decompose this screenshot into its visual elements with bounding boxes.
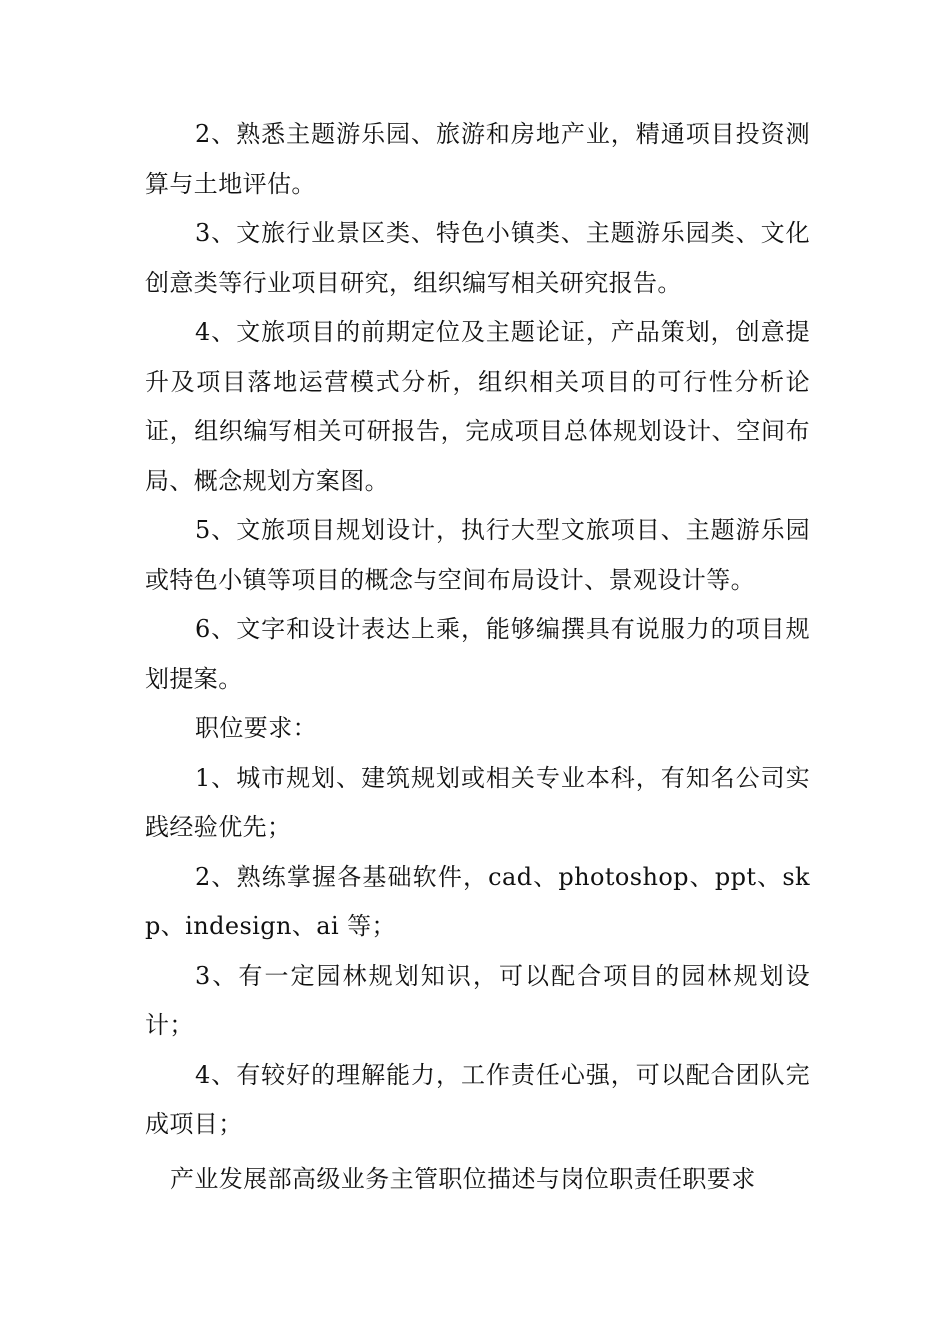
requirement-item-1: 1、城市规划、建筑规划或相关专业本科，有知名公司实践经验优先； [145, 763, 810, 841]
requirement-item-4: 4、有较好的理解能力，工作责任心强，可以配合团队完成项目； [145, 1060, 810, 1138]
next-section-title: 产业发展部高级业务主管职位描述与岗位职责任职要求 [170, 1165, 756, 1193]
requirement-item-3: 3、有一定园林规划知识，可以配合项目的园林规划设计； [145, 961, 810, 1039]
duty-item-4: 4、文旅项目的前期定位及主题论证，产品策划，创意提升及项目落地运营模式分析，组织相关项目的可行性分析论证，组织编写相关可研报告，完成项目总体规划设计、空间布局、概念规划方案图。 [145, 318, 810, 495]
requirement-item-2: 2、熟练掌握各基础软件，cad、photoshop、ppt、skp、indesign、ai 等； [145, 862, 810, 940]
duty-item-2: 2、熟悉主题游乐园、旅游和房地产业，精通项目投资测算与土地评估。 [145, 120, 810, 198]
duty-item-6: 6、文字和设计表达上乘，能够编撰具有说服力的项目规划提案。 [145, 615, 810, 693]
document-body [145, 110, 810, 1150]
duty-item-3: 3、文旅行业景区类、特色小镇类、主题游乐园类、文化创意类等行业项目研究，组织编写相关研究报告。 [145, 219, 810, 297]
duty-item-5: 5、文旅项目规划设计，执行大型文旅项目、主题游乐园或特色小镇等项目的概念与空间布局设计、景观设计等。 [145, 516, 810, 594]
requirements-heading: 职位要求： [195, 714, 317, 742]
